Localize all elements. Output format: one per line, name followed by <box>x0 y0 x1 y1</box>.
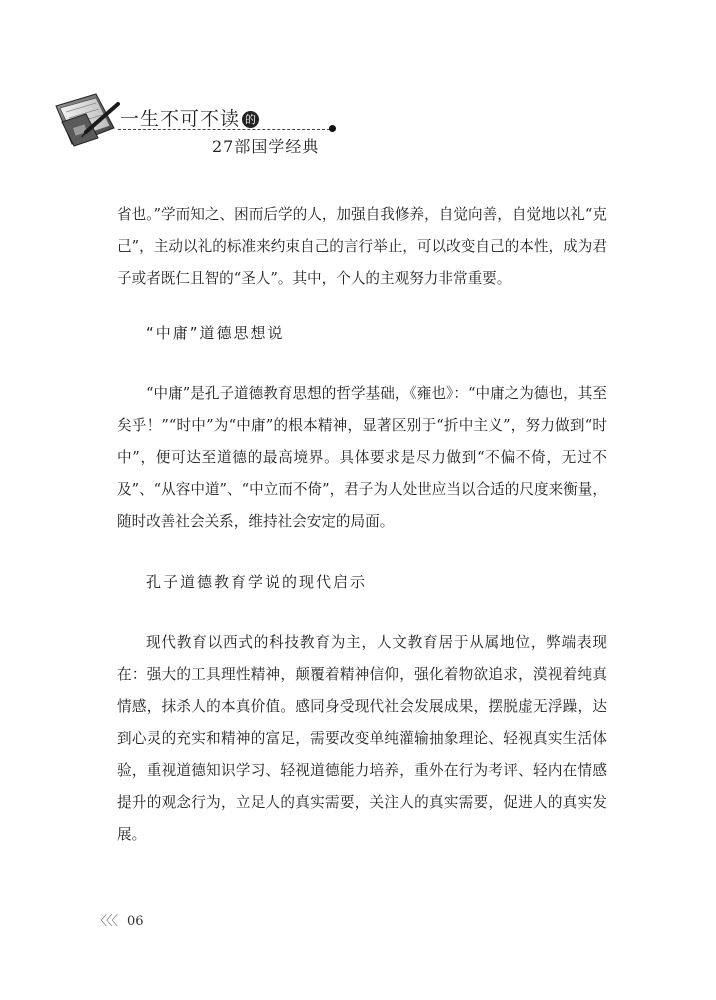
series-subtitle: 27部国学经典 <box>212 137 320 156</box>
series-title-circle-char: 的 <box>242 111 259 128</box>
paragraph-2: “中庸”是孔子道德教育思想的哲学基础，《雍也》：“中庸之为德也，其至矣乎！”“时中”为“中庸”的根本精神，显著区别于“折中主义”，努力做到“时中”，便可达至道德的最高境界。具体要求是尽力做到“不偏不倚，无过不及”、“从容中道”、“中立而不倚”，君子为人处世应当以合适的尺度来衡量，随时改善社会关系，维持社会安定的局面。 <box>117 385 607 530</box>
header-dot <box>329 125 336 132</box>
section-heading-zhongyong: “中庸”道德思想说 <box>146 324 285 342</box>
series-title-text: 一生不可不读 <box>120 108 241 130</box>
chevron-left-icon: 〈〈〈 <box>94 914 118 929</box>
page-header <box>0 0 716 160</box>
paragraph-3: 现代教育以西式的科技教育为主，人文教育居于从属地位，弊端表现在：强大的工具理性精神，颠覆着精神信仰，强化着物欲追求，漠视着纯真情感，抹杀人的本真价值。感同身受现代社会发展成果，摆脱虚无浮躁，达到心灵的充实和精神的富足，需要改变单纯灌输抽象理论、轻视真实生活体验，重视道德知识学习、轻视道德能力培养，重外在行为考评、轻内在情感提升的观念行为，立足人的真实需要，关注人的真实需要，促进人的真实发展。 <box>117 634 607 843</box>
paragraph-1: 省也。”学而知之、困而后学的人，加强自我修养，自觉向善，自觉地以礼“克己”，主动以礼的标准来约束自己的言行举止，可以改变自己的本性，成为君子或者既仁且智的“圣人”。其中，个人的主观努力非常重要。 <box>117 206 607 287</box>
section-heading-modern-inspiration: 孔子道德教育学说的现代启示 <box>146 573 368 591</box>
series-title <box>120 104 259 131</box>
header-dashed-rule <box>118 129 330 130</box>
page-footer <box>94 910 144 929</box>
book-pen-icon <box>52 88 122 150</box>
page-number: 06 <box>127 914 144 929</box>
